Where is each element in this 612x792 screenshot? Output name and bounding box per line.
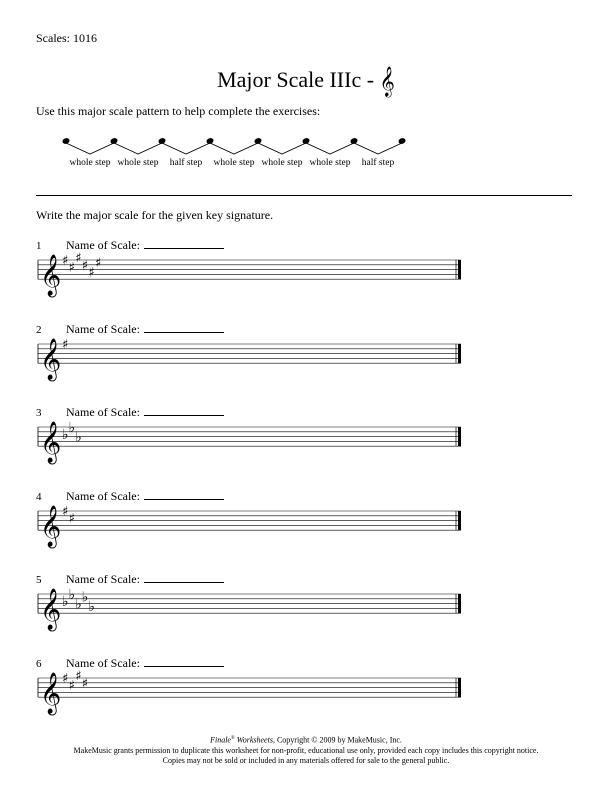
treble-clef-icon: 𝄞 xyxy=(40,339,62,381)
sharp-icon: ♯ xyxy=(81,676,89,692)
pattern-step-label: whole step xyxy=(213,158,255,168)
footer-product: Worksheets xyxy=(234,735,273,745)
treble-clef-icon: 𝄞 xyxy=(379,67,395,97)
sharp-icon: ♯ xyxy=(95,255,102,271)
footer-restriction: Copies may not be sold or included in any materials offered for sale to the general public. xyxy=(162,755,450,765)
flat-icon: ♭ xyxy=(75,429,82,446)
scale-name-label: Name of Scale: xyxy=(66,238,140,252)
exercise xyxy=(0,574,612,634)
flat-icon: ♭ xyxy=(75,596,82,613)
flat-icon: ♭ xyxy=(81,589,89,606)
exercise-number: 4 xyxy=(36,491,42,503)
final-barline-thick xyxy=(458,594,461,613)
sharp-icon: ♯ xyxy=(68,511,75,527)
exercise xyxy=(0,658,612,718)
sharp-icon: ♯ xyxy=(68,678,75,694)
pattern-step-label: whole step xyxy=(69,158,111,168)
flat-icon: ♭ xyxy=(68,586,76,603)
staff xyxy=(0,491,612,551)
footer-copyright-text: , Copyright © 2009 by MakeMusic, Inc. xyxy=(272,735,402,745)
scale-name-label: Name of Scale: xyxy=(66,405,140,419)
instructions: Use this major scale pattern to help complete the exercises: xyxy=(36,104,321,118)
pattern-step-label: whole step xyxy=(261,158,303,168)
flat-icon: ♭ xyxy=(88,598,96,615)
pattern-note xyxy=(206,137,215,145)
final-barline-thick xyxy=(458,427,461,446)
sharp-icon: ♯ xyxy=(62,504,69,520)
footer-brand: Finale xyxy=(210,735,231,745)
pattern-step-label: half step xyxy=(361,158,395,168)
treble-clef-icon: 𝄞 xyxy=(40,673,62,715)
treble-clef-icon: 𝄞 xyxy=(40,589,62,631)
staff xyxy=(0,574,612,634)
exercise xyxy=(0,491,612,551)
pattern-note xyxy=(254,137,263,145)
exercise xyxy=(0,407,612,467)
pattern-note xyxy=(302,137,311,145)
task-instructions: Write the major scale for the given key signature. xyxy=(36,208,274,222)
staff xyxy=(0,658,612,718)
pattern-note xyxy=(158,137,167,145)
final-barline-thick xyxy=(458,260,461,279)
scale-name-label: Name of Scale: xyxy=(66,572,140,586)
flat-icon: ♭ xyxy=(62,427,69,444)
scale-pattern-diagram xyxy=(0,0,612,200)
sharp-icon: ♯ xyxy=(62,671,69,687)
pattern-note xyxy=(350,137,359,145)
exercise-number: 6 xyxy=(36,658,42,670)
pattern-note xyxy=(62,137,71,145)
pattern-note xyxy=(110,137,119,145)
treble-clef-icon: 𝄞 xyxy=(40,255,62,297)
divider xyxy=(36,195,572,196)
footer-registered-mark: ® xyxy=(230,736,235,741)
sharp-icon: ♯ xyxy=(75,251,82,267)
pattern-note xyxy=(398,137,407,145)
flat-icon: ♭ xyxy=(62,594,69,611)
pattern-step-label: whole step xyxy=(117,158,159,168)
treble-clef-icon: 𝄞 xyxy=(40,506,62,548)
staff xyxy=(0,240,612,300)
sheet-code: Scales: 1016 xyxy=(36,31,97,45)
title-text: Major Scale IIIc - xyxy=(217,67,375,92)
footer-copyright xyxy=(0,734,612,746)
final-barline-thick xyxy=(458,344,461,363)
sharp-icon: ♯ xyxy=(75,669,82,685)
sharp-icon: ♯ xyxy=(81,258,89,274)
final-barline-thick xyxy=(458,511,461,530)
pattern-step-label: whole step xyxy=(309,158,351,168)
sharp-icon: ♯ xyxy=(88,265,95,281)
staff xyxy=(0,407,612,467)
flat-icon: ♭ xyxy=(68,419,76,436)
scale-name-label: Name of Scale: xyxy=(66,489,140,503)
exercise-number: 5 xyxy=(36,574,42,586)
sharp-icon: ♯ xyxy=(62,337,69,353)
exercise-number: 1 xyxy=(36,240,42,252)
pattern-zigzag xyxy=(66,143,402,154)
pattern-step-label: half step xyxy=(169,158,203,168)
scale-name-label: Name of Scale: xyxy=(66,656,140,670)
sharp-icon: ♯ xyxy=(68,260,75,276)
exercise xyxy=(0,240,612,300)
treble-clef-icon: 𝄞 xyxy=(40,422,62,464)
scale-name-label: Name of Scale: xyxy=(66,322,140,336)
final-barline-thick xyxy=(458,678,461,697)
exercise-number: 3 xyxy=(36,407,42,419)
staff xyxy=(0,324,612,384)
exercise-number: 2 xyxy=(36,324,42,336)
exercise xyxy=(0,324,612,384)
sharp-icon: ♯ xyxy=(62,253,69,269)
footer-permission: MakeMusic grants permission to duplicate this worksheet for non-profit, educational use only, provided each copy includes this copyright notice. xyxy=(73,745,539,755)
footer xyxy=(0,734,612,766)
